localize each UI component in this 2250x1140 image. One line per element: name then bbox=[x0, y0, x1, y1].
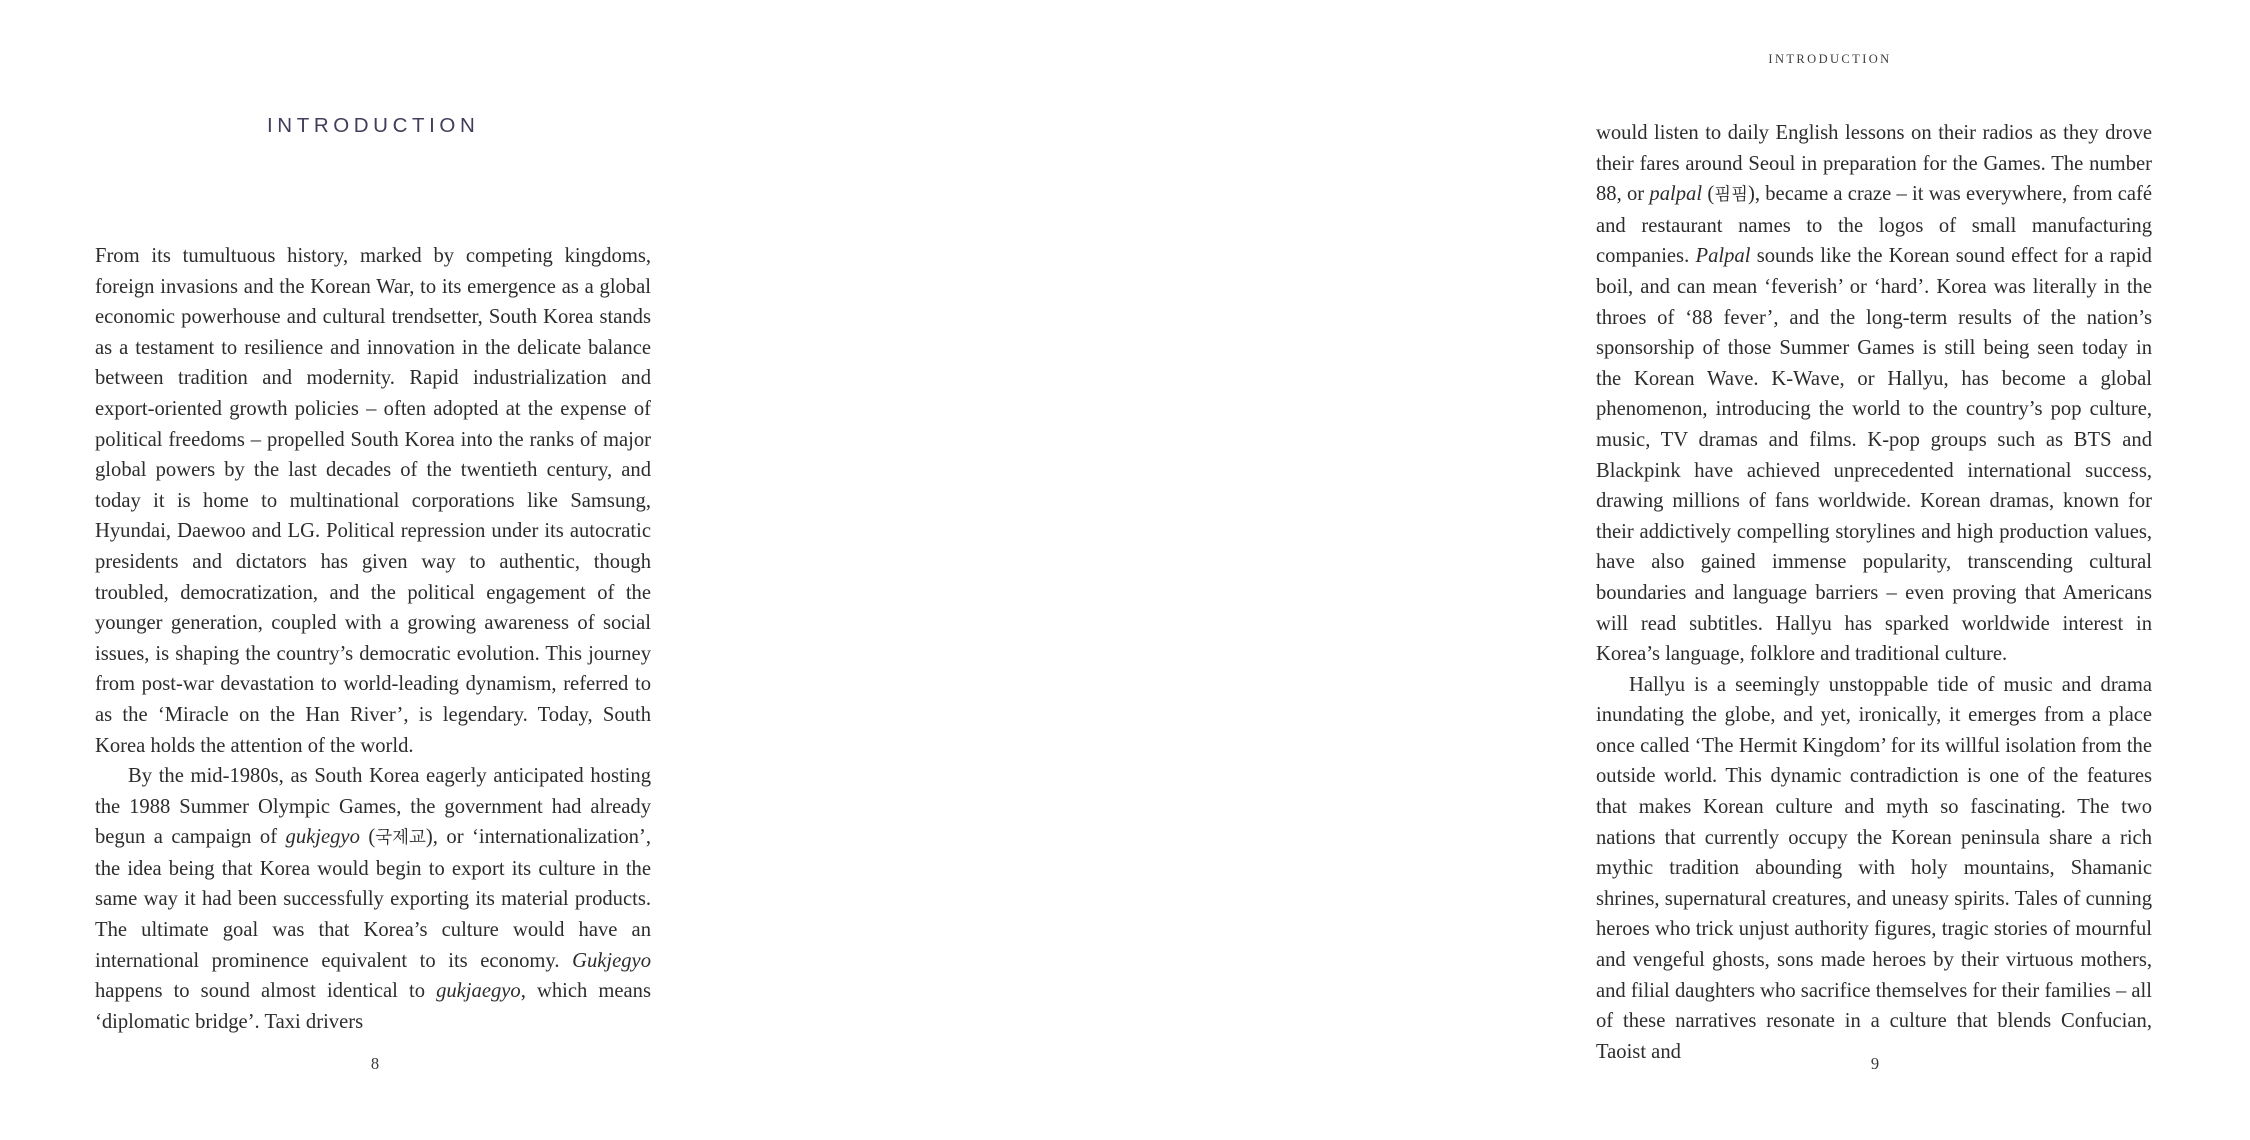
page-number-right: 9 bbox=[1870, 1054, 1880, 1073]
text-run: ), became a craze – it was everywhere, from café and restaurant names to the logos of small manufacturing companies. bbox=[1596, 183, 2153, 268]
page-number-left: 8 bbox=[370, 1054, 380, 1073]
italic-term: palpal bbox=[1649, 183, 1703, 206]
text-run: , which means ‘diplomatic bridge’. Taxi drivers bbox=[95, 980, 651, 1033]
paragraph: Hallyu is a seemingly unstoppable tide of music and drama inundating the globe, and yet, ironically, it emerges from a place once called ‘The Hermit Kingdom’ for its willful isolation from the outside world. This dynamic contradiction is one of the features that makes Korean culture and myth so fascinating. The two nations that currently occupy the Korean peninsula share a rich mythic tradition abounding with holy mountains, Shamanic shrines, supernatural creatures, and uneasy spirits. Tales of cunning heroes who trick unjust authority figures, tragic stories of mournful and vengeful ghosts, sons made heroes by their virtuous mothers, and filial daughters who sacrifice themselves for their families – all of these narratives resonate in a culture that blends Confucian, Taoist and bbox=[1596, 673, 2152, 1063]
text-run: By the mid-1980s, as South Korea eagerly anticipated hosting the 1988 Summer Olympic Games, the government had already begun a campaign of bbox=[95, 765, 651, 849]
left-page-body bbox=[95, 241, 651, 1037]
paragraph bbox=[1596, 118, 2152, 670]
text-run: sounds like the Korean sound effect for a rapid boil, and can mean ‘feverish’ or ‘hard’. Korea was literally in the throes of ‘88 fever’, and the long-term results of the nation’s sponsorship of those Summer Games is still being seen today in the Korean Wave. K-Wave, or Hallyu, has become a global phenomenon, introducing the world to the country’s pop culture, music, TV dramas and films. K-pop groups such as BTS and Blackpink have achieved unprecedented international success, drawing millions of fans worldwide. Korean dramas, known for their addictively compelling storylines and high production values, have also gained immense popularity, transcending cultural boundaries and language barriers – even proving that Americans will read subtitles. Hallyu has sparked worldwide interest in Korea’s language, folklore and traditional culture. bbox=[1596, 245, 2152, 666]
italic-term: gukjegyo bbox=[285, 826, 360, 849]
text-run: ( bbox=[1702, 183, 1715, 206]
paragraph bbox=[95, 761, 651, 1037]
hangul-term: 국제교 bbox=[375, 828, 426, 849]
running-header: INTRODUCTION bbox=[1768, 52, 1892, 66]
left-page bbox=[0, 0, 750, 1140]
text-run: happens to sound almost identical to bbox=[95, 980, 437, 1003]
hangul-term: 핌핌 bbox=[1714, 185, 1748, 206]
page-title: INTRODUCTION bbox=[267, 114, 480, 137]
text-run: ), or ‘internationalization’, the idea being that Korea would begin to export its culture in the same way it had been successfully exporting its material products. The ultimate goal was that Korea’s culture would have an international prominence equivalent to its economy. bbox=[95, 826, 651, 972]
italic-term: Gukjegyo bbox=[572, 949, 651, 972]
right-page-body bbox=[1596, 118, 2152, 1067]
italic-term: Palpal bbox=[1695, 245, 1751, 268]
text-run: would listen to daily English lessons on their radios as they drove their fares around Seoul in preparation for the Games. The number 88, or bbox=[1596, 122, 2152, 206]
italic-term: gukjaegyo bbox=[436, 980, 521, 1003]
paragraph: From its tumultuous history, marked by competing kingdoms, foreign invasions and the Korean War, to its emergence as a global economic powerhouse and cultural trendsetter, South Korea stands as a testament to resilience and innovation in the delicate balance between tradition and modernity. Rapid industrialization and export-oriented growth policies – often adopted at the expense of political freedoms – propelled South Korea into the ranks of major global powers by the last decades of the twentieth century, and today it is home to multinational corporations like Samsung, Hyundai, Daewoo and LG. Political repression under its autocratic presidents and dictators has given way to authentic, though troubled, democratization, and the political engagement of the younger generation, coupled with a growing awareness of social issues, is shaping the country’s democratic evolution. This journey from post-war devastation to world-leading dynamism, referred to as the ‘Miracle on the Han River’, is legendary. Today, South Korea holds the attention of the world. bbox=[95, 245, 651, 757]
text-run: ( bbox=[359, 826, 376, 849]
right-page bbox=[750, 0, 2153, 1140]
